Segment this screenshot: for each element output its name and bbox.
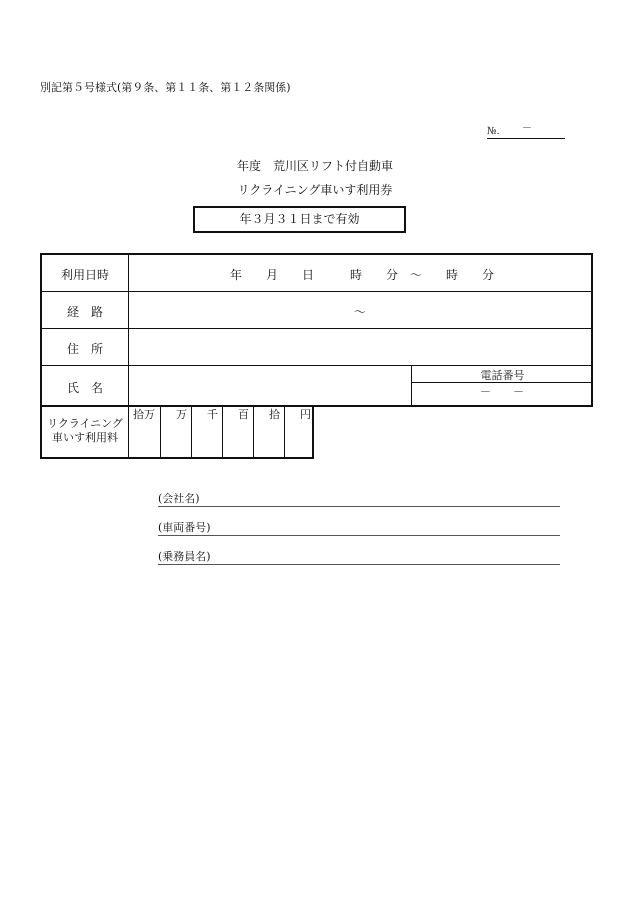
date-value-field[interactable]: 年 月 日 時 分 ～ 時 分 (229, 268, 494, 282)
row-divider (42, 291, 591, 292)
fee-label-line-1: リクライニング (47, 417, 123, 430)
vehicle-number-field[interactable] (158, 521, 560, 536)
validity-box: 年３月３１日まで有効 (193, 206, 406, 233)
vehicle-number-label: (車両番号) (158, 521, 211, 534)
fee-digit-10: 拾 (269, 408, 280, 421)
fee-digit-divider (160, 406, 161, 457)
crew-name-field[interactable] (158, 550, 560, 565)
row-divider (42, 365, 591, 366)
name-label: 氏 名 (66, 381, 103, 395)
fee-label (42, 417, 128, 445)
company-name-field[interactable] (158, 492, 560, 507)
route-label: 経 路 (66, 305, 103, 319)
phone-value-field[interactable]: － － (411, 380, 593, 406)
fee-digit-100: 百 (238, 408, 249, 421)
address-value-field[interactable] (129, 335, 591, 361)
fee-label-line-2: 車いす利用料 (52, 431, 118, 444)
company-name-label: (会社名) (158, 492, 200, 505)
ticket-number-field[interactable] (487, 119, 565, 139)
row-divider (42, 328, 591, 329)
fee-digit-10k: 万 (176, 408, 187, 421)
fee-digit-yen: 円 (300, 408, 311, 421)
date-label: 利用日時 (60, 268, 109, 282)
fee-digit-divider (222, 406, 223, 457)
fee-digit-divider (253, 406, 254, 457)
number-label: №. (487, 126, 500, 137)
crew-name-label: (乗務員名) (158, 550, 211, 563)
number-dash: － (522, 123, 532, 134)
title-line-1: 年度 荒川区リフト付自動車 (236, 159, 393, 173)
phone-label: 電話番号 (480, 369, 525, 382)
form-number-header: 別記第５号様式(第９条、第１１条、第１２条関係) (40, 81, 291, 94)
name-value-field[interactable] (129, 369, 411, 403)
fee-digit-divider (284, 406, 285, 457)
title-line-2: リクライニング車いす利用券 (237, 183, 393, 197)
route-value-field[interactable]: ～ (353, 305, 366, 319)
fee-table (40, 406, 314, 459)
fee-digit-divider (191, 406, 192, 457)
address-label: 住 所 (66, 342, 103, 356)
fee-digit-1k: 千 (207, 408, 218, 421)
fee-label-divider (128, 406, 129, 457)
fee-digit-100k: 拾万 (133, 408, 155, 421)
